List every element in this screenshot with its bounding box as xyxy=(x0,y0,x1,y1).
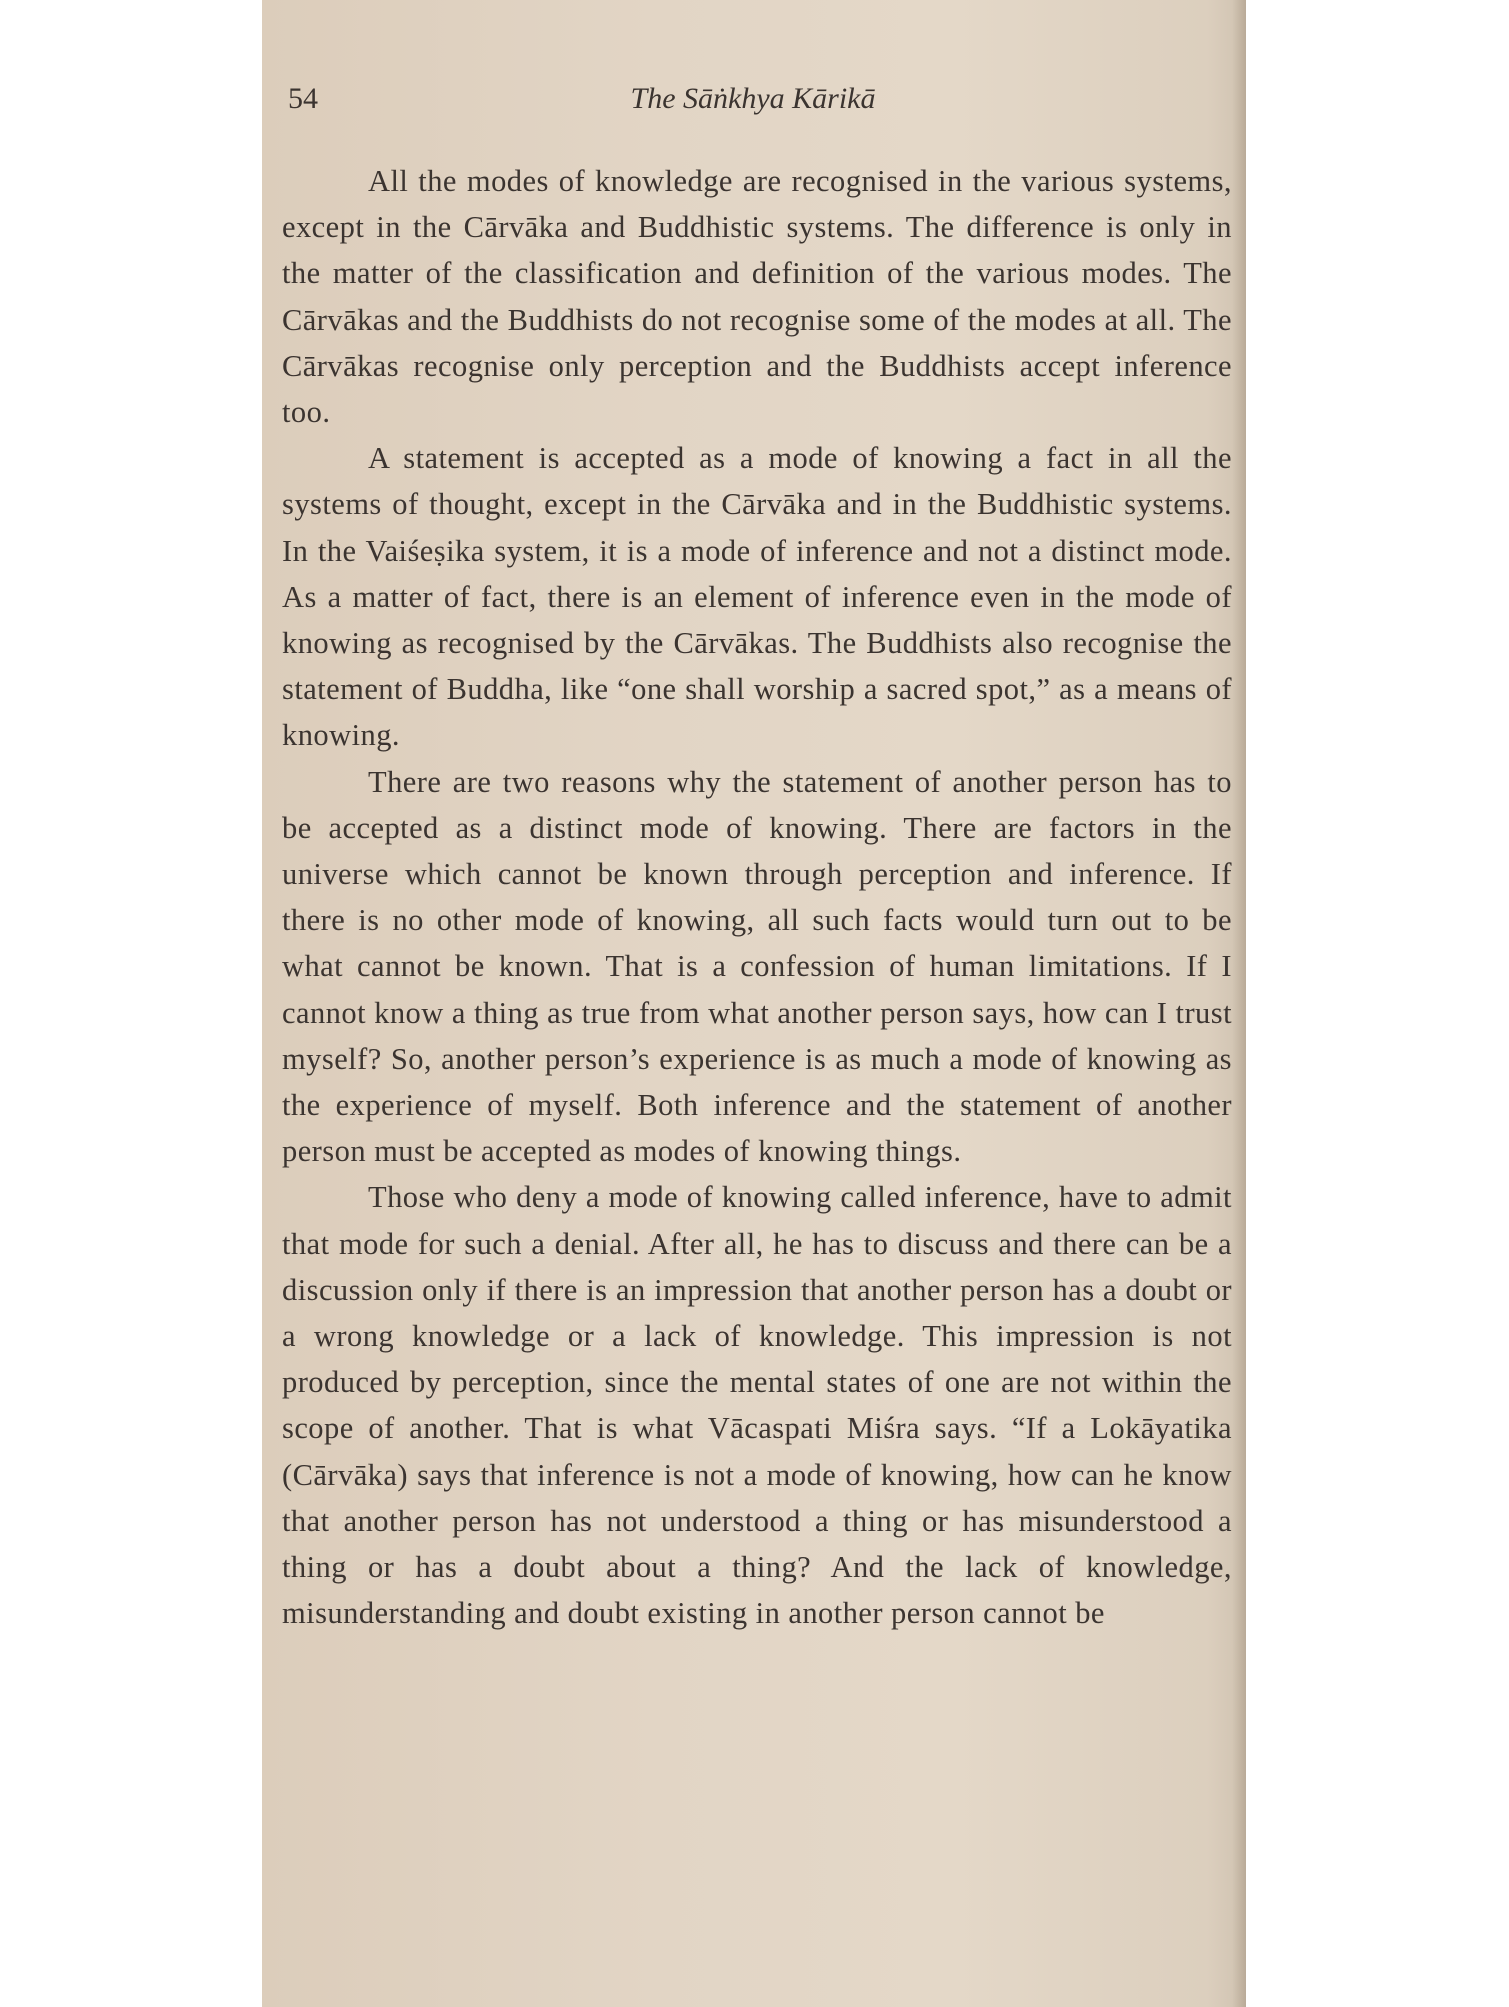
paragraph-2: A statement is accepted as a mode of knowing a fact in all the systems of thought, except in the Cārvāka and in the Buddhistic systems. In the Vaiśeṣika system, it is a mode of inference and not a distinct mode. As a matter of fact, there is an element of inference even in the mode of knowing as recognised by the Cārvākas. The Buddhists also recognise the statement of Buddha, like “one shall worship a sacred spot,” as a means of knowing. xyxy=(282,441,1232,753)
paragraph-1: All the modes of knowledge are recognised in the various systems, except in the Cārvāka and Buddhistic systems. The difference is only in the matter of the classification and definition of the various modes. The Cārvākas and the Buddhists do not recognise some of the modes at all. The Cārvākas recognise only perception and the Buddhists accept inference too. xyxy=(282,164,1232,430)
page-header xyxy=(288,82,1218,122)
body-text xyxy=(282,158,1232,1637)
book-page xyxy=(262,0,1246,2007)
page-number: 54 xyxy=(288,82,318,115)
paragraph-3: There are two reasons why the statement of another person has to be accepted as a distinct mode of knowing. There are factors in the universe which cannot be known through perception and inference. If there is no other mode of knowing, all such facts would turn out to be what cannot be known. That is a confession of human limitations. If I cannot know a thing as true from what another person says, how can I trust myself? So, another person’s experience is as much a mode of knowing as the experience of myself. Both inference and the statement of another person must be accepted as modes of knowing things. xyxy=(282,764,1232,1169)
running-title: The Sāṅkhya Kārikā xyxy=(630,82,876,115)
paragraph-4: Those who deny a mode of knowing called inference, have to admit that mode for such a denial. After all, he has to discuss and there can be a discussion only if there is an impression that another person has a doubt or a wrong knowledge or a lack of knowledge. This impression is not produced by perception, since the mental states of one are not within the scope of another. That is what Vācaspati Miśra says. “If a Lokāyatika (Cārvāka) says that inference is not a mode of knowing, how can he know that another person has not understood a thing or has misunderstood a thing or has a doubt about a thing? And the lack of knowledge, misunderstanding and doubt existing in another person cannot be xyxy=(282,1180,1232,1631)
